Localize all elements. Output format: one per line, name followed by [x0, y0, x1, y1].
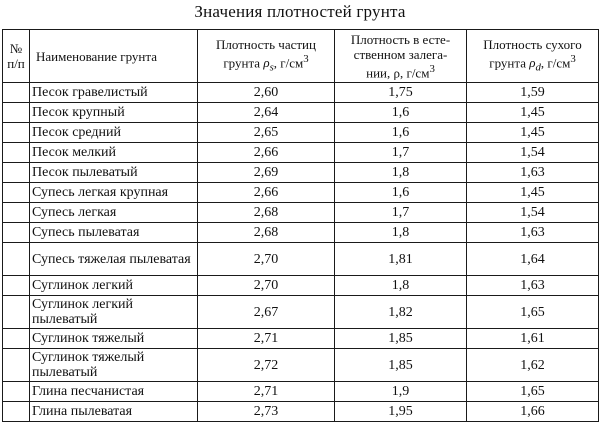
header-dry-density: Плотность сухого грунта $\rho_d$, $г/см^3$: [467, 30, 599, 83]
natural-density-cell: 1,7: [335, 203, 467, 223]
soil-name-cell: Песок пылеватый: [30, 163, 198, 183]
natural-density-cell: 1,81: [335, 243, 467, 276]
table-row: [3, 163, 599, 183]
particle-density-cell: 2,70: [198, 243, 335, 276]
table-row: [3, 296, 599, 329]
dry-density-cell: 1,65: [467, 296, 599, 329]
soil-name-cell: Суглинок легкий пылеватый: [30, 296, 198, 329]
particle-density-cell: 2,73: [198, 402, 335, 422]
table-row: [3, 83, 599, 103]
soil-name-cell: Супесь легкая крупная: [30, 183, 198, 203]
table-row: [3, 276, 599, 296]
particle-density-cell: 2,66: [198, 143, 335, 163]
row-number-cell: [3, 123, 30, 143]
row-number-cell: [3, 183, 30, 203]
natural-density-cell: 1,82: [335, 296, 467, 329]
row-number-cell: [3, 243, 30, 276]
dry-density-cell: 1,45: [467, 123, 599, 143]
table-row: [3, 349, 599, 382]
soil-name-cell: Песок мелкий: [30, 143, 198, 163]
soil-name-cell: Глина песчанистая: [30, 382, 198, 402]
page-title: Значения плотностей грунта: [194, 2, 406, 21]
table-row: [3, 103, 599, 123]
table-row: [3, 143, 599, 163]
table-row: [3, 203, 599, 223]
row-number-cell: [3, 163, 30, 183]
particle-density-cell: 2,71: [198, 382, 335, 402]
dry-density-cell: 1,66: [467, 402, 599, 422]
particle-density-cell: 2,71: [198, 329, 335, 349]
row-number-cell: [3, 402, 30, 422]
particle-density-cell: 2,65: [198, 123, 335, 143]
dry-density-cell: 1,59: [467, 83, 599, 103]
particle-density-cell: 2,67: [198, 296, 335, 329]
soil-name-cell: Песок гравелистый: [30, 83, 198, 103]
soil-name-cell: Суглинок легкий: [30, 276, 198, 296]
row-number-cell: [3, 382, 30, 402]
soil-name-cell: Супесь пылеватая: [30, 223, 198, 243]
header-name: Наименование грунта: [30, 30, 198, 83]
natural-density-cell: 1,8: [335, 163, 467, 183]
natural-density-cell: 1,75: [335, 83, 467, 103]
natural-density-cell: 1,8: [335, 223, 467, 243]
particle-density-cell: 2,66: [198, 183, 335, 203]
row-number-cell: [3, 203, 30, 223]
row-number-cell: [3, 349, 30, 382]
particle-density-cell: 2,68: [198, 203, 335, 223]
dry-density-cell: 1,54: [467, 203, 599, 223]
table-header-row: [3, 30, 599, 83]
particle-density-cell: 2,68: [198, 223, 335, 243]
row-number-cell: [3, 296, 30, 329]
table-row: [3, 183, 599, 203]
soil-name-cell: Супесь тяжелая пылеватая: [30, 243, 198, 276]
particle-density-cell: 2,60: [198, 83, 335, 103]
particle-density-cell: 2,64: [198, 103, 335, 123]
row-number-cell: [3, 223, 30, 243]
dry-density-cell: 1,63: [467, 223, 599, 243]
dry-density-cell: 1,45: [467, 183, 599, 203]
header-num: № п/п: [3, 30, 30, 83]
particle-density-cell: 2,72: [198, 349, 335, 382]
table-body: [3, 83, 599, 422]
table-row: [3, 329, 599, 349]
header-natural-density: Плотность в есте- ственном залега- нии, ρ, $г/см^3$: [335, 30, 467, 83]
table-row: [3, 402, 599, 422]
natural-density-cell: 1,6: [335, 183, 467, 203]
particle-density-cell: 2,70: [198, 276, 335, 296]
natural-density-cell: 1,95: [335, 402, 467, 422]
natural-density-cell: 1,6: [335, 123, 467, 143]
table-row: [3, 382, 599, 402]
dry-density-cell: 1,45: [467, 103, 599, 123]
table-row: [3, 223, 599, 243]
particle-density-cell: 2,69: [198, 163, 335, 183]
dry-density-cell: 1,63: [467, 276, 599, 296]
row-number-cell: [3, 83, 30, 103]
soil-name-cell: Супесь легкая: [30, 203, 198, 223]
soil-name-cell: Песок средний: [30, 123, 198, 143]
dry-density-cell: 1,63: [467, 163, 599, 183]
row-number-cell: [3, 103, 30, 123]
table-row: [3, 123, 599, 143]
soil-name-cell: Песок крупный: [30, 103, 198, 123]
soil-name-cell: Суглинок тяжелый: [30, 329, 198, 349]
natural-density-cell: 1,6: [335, 103, 467, 123]
natural-density-cell: 1,85: [335, 349, 467, 382]
natural-density-cell: 1,85: [335, 329, 467, 349]
natural-density-cell: 1,8: [335, 276, 467, 296]
table-row: [3, 243, 599, 276]
dry-density-cell: 1,64: [467, 243, 599, 276]
row-number-cell: [3, 143, 30, 163]
dry-density-cell: 1,54: [467, 143, 599, 163]
row-number-cell: [3, 276, 30, 296]
row-number-cell: [3, 329, 30, 349]
natural-density-cell: 1,7: [335, 143, 467, 163]
soil-name-cell: Глина пылеватая: [30, 402, 198, 422]
natural-density-cell: 1,9: [335, 382, 467, 402]
dry-density-cell: 1,65: [467, 382, 599, 402]
dry-density-cell: 1,61: [467, 329, 599, 349]
soil-name-cell: Суглинок тяжелый пылеватый: [30, 349, 198, 382]
soil-density-table: [2, 29, 599, 422]
dry-density-cell: 1,62: [467, 349, 599, 382]
header-particle-density: Плотность частиц грунта $\rho_s$, $г/см^3$: [198, 30, 335, 83]
